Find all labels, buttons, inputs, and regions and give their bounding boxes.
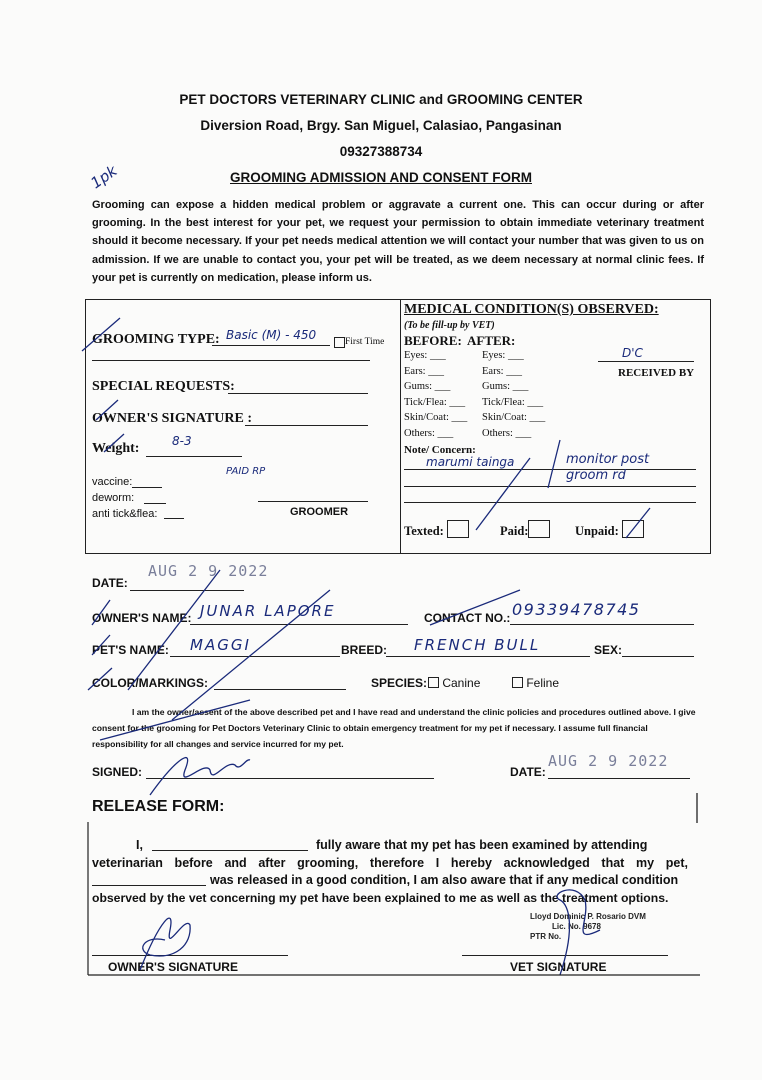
species-label: SPECIES: [371,676,428,690]
release-text-1b: fully aware that my pet has been examined by attending [316,838,648,852]
after-item-label: Tick/Flea: ___ [482,396,544,408]
date-label: DATE: [92,576,128,590]
grooming-type-check-stroke [82,318,120,351]
after-item-label: Eyes: ___ [482,350,524,361]
first-time-label: First Time [345,337,385,347]
vet-signature-label: VET SIGNATURE [510,960,607,974]
intro-paragraph: Grooming can expose a hidden medical problem or aggravate a current one. This can occur during or after grooming. In the best interest for your pet, we request your permission to obtain immediate veterinary treatment should it become necessary. If your pet needs medical attention we will contact your number that was given to us on admission. If we are unable to contact you, your pet will be treated, as we deem necessary at normal clinic fees. If your pet is currently on medication, please inform us. [92,199,704,284]
admission-slash-strokes [128,570,520,720]
form-title: GROOMING ADMISSION AND CONSENT FORM [230,170,532,185]
consent-slash-stroke [100,700,250,740]
owner-signature-label: OWNER'S SIGNATURE : [92,411,252,426]
unpaid-check-stroke [626,508,650,538]
clinic-phone: 09327388734 [339,144,423,159]
before-item-label: Ears: ___ [404,365,444,377]
species-feline-option[interactable]: Feline [512,676,559,690]
signed-label: SIGNED: [92,765,143,779]
vet-signature-scribble [557,890,600,975]
owner-release-signature-scribble [140,918,190,970]
release-border [88,822,700,975]
release-title: RELEASE FORM: [92,798,225,815]
clinic-name: PET DOCTORS VETERINARY CLINIC and GROOMING CENTER [179,92,583,107]
antitick-label: anti tick&flea: [92,508,158,520]
release-text-1a: I, [136,838,143,852]
medical-title: MEDICAL CONDITION(S) OBSERVED: [404,302,659,317]
after-item-label: Ears: ___ [482,365,522,377]
medical-subtitle: (To be fill-up by VET) [404,320,495,331]
species-canine-option[interactable]: Canine [428,676,480,690]
groomer-label: GROOMER [290,506,349,518]
before-item-label: Tick/Flea: ___ [404,396,466,408]
consent-date-label: DATE: [510,765,546,779]
breed-value: FRENCH BULL [414,636,541,654]
contact-value: 09339478745 [512,600,641,619]
owner-signature-release-label: OWNER'S SIGNATURE [108,960,238,974]
before-item-label: Skin/Coat: ___ [404,412,468,423]
after-label: AFTER: [467,333,516,348]
color-markings-label: COLOR/MARKINGS: [92,676,208,690]
before-item-label: Others: ___ [404,427,454,439]
before-label: BEFORE: [404,333,462,348]
breed-label: BREED: [341,643,388,657]
consent-signature-scribble [150,758,250,795]
texted-slash-stroke [476,458,530,530]
before-item-label: Eyes: ___ [404,350,446,361]
owner-sig-check-stroke [96,400,118,420]
pet-name-label: PET'S NAME: [92,643,169,657]
received-by-label: RECEIVED BY [618,367,695,379]
paid-note: PAID RP [226,466,266,477]
special-requests-label: SPECIAL REQUESTS: [92,379,235,394]
note-separator-stroke [548,440,560,488]
field-check-strokes [88,600,112,690]
weight-value: 8-3 [172,434,192,448]
paid-label: Paid: [500,520,550,539]
owner-name-value: JUNAR LAPORE [200,602,336,620]
note-handwritten-2: monitor post groom rd [566,452,650,483]
release-text-4: observed by the vet concerning my pet have been explained to me as well as the treatment options. [92,891,669,905]
texted-label: Texted: [404,520,469,539]
release-text-2: veterinarian before and after grooming, therefore I hereby acknowledged that my pet, [92,856,688,870]
deworm-label: deworm: [92,492,135,504]
after-item-label: Skin/Coat: ___ [482,412,546,423]
note-concern-label: Note/ Concern: [404,444,476,456]
vet-stamp: Lloyd Dominic P. Rosario DVM Lic. No. 9678 PTR No. [530,912,646,941]
consent-date-stamp: AUG 2 9 2022 [548,752,669,770]
consent-text: I am the owner/assent of the above described pet and I have read and understand the clinic policies and procedures outlined above. I give consent for the grooming for Pet Doctors Veterinary Clinic to obtain emergency treatment for my pet if necessary. I assume full financial responsibility for all changes and service incurred for my pet. [92,707,696,749]
note-handwritten-1: marumi tainga [426,455,515,469]
contact-label: CONTACT NO.: [424,611,511,625]
owner-name-label: OWNER'S NAME: [92,611,192,625]
weight-check-stroke [104,434,124,452]
release-text-3: was released in a good condition, I am also aware that if any medical condition [210,873,679,887]
margin-note: 1pk [87,161,121,193]
grooming-type-label: GROOMING TYPE: [92,332,220,347]
weight-label: Weight: [92,441,140,456]
date-stamp: AUG 2 9 2022 [148,562,269,580]
after-item-label: Gums: ___ [482,381,529,392]
grooming-type-value: Basic (M) - 450 [226,328,317,342]
clinic-address: Diversion Road, Brgy. San Miguel, Calasiao, Pangasinan [200,118,562,133]
after-item-label: Others: ___ [482,427,532,439]
before-item-label: Gums: ___ [404,381,451,392]
vaccine-label: vaccine: [92,476,133,488]
unpaid-label: Unpaid: [575,520,644,539]
received-initials: D'C [622,346,643,360]
pet-name-value: MAGGI [190,636,251,654]
sex-label: SEX: [594,643,623,657]
